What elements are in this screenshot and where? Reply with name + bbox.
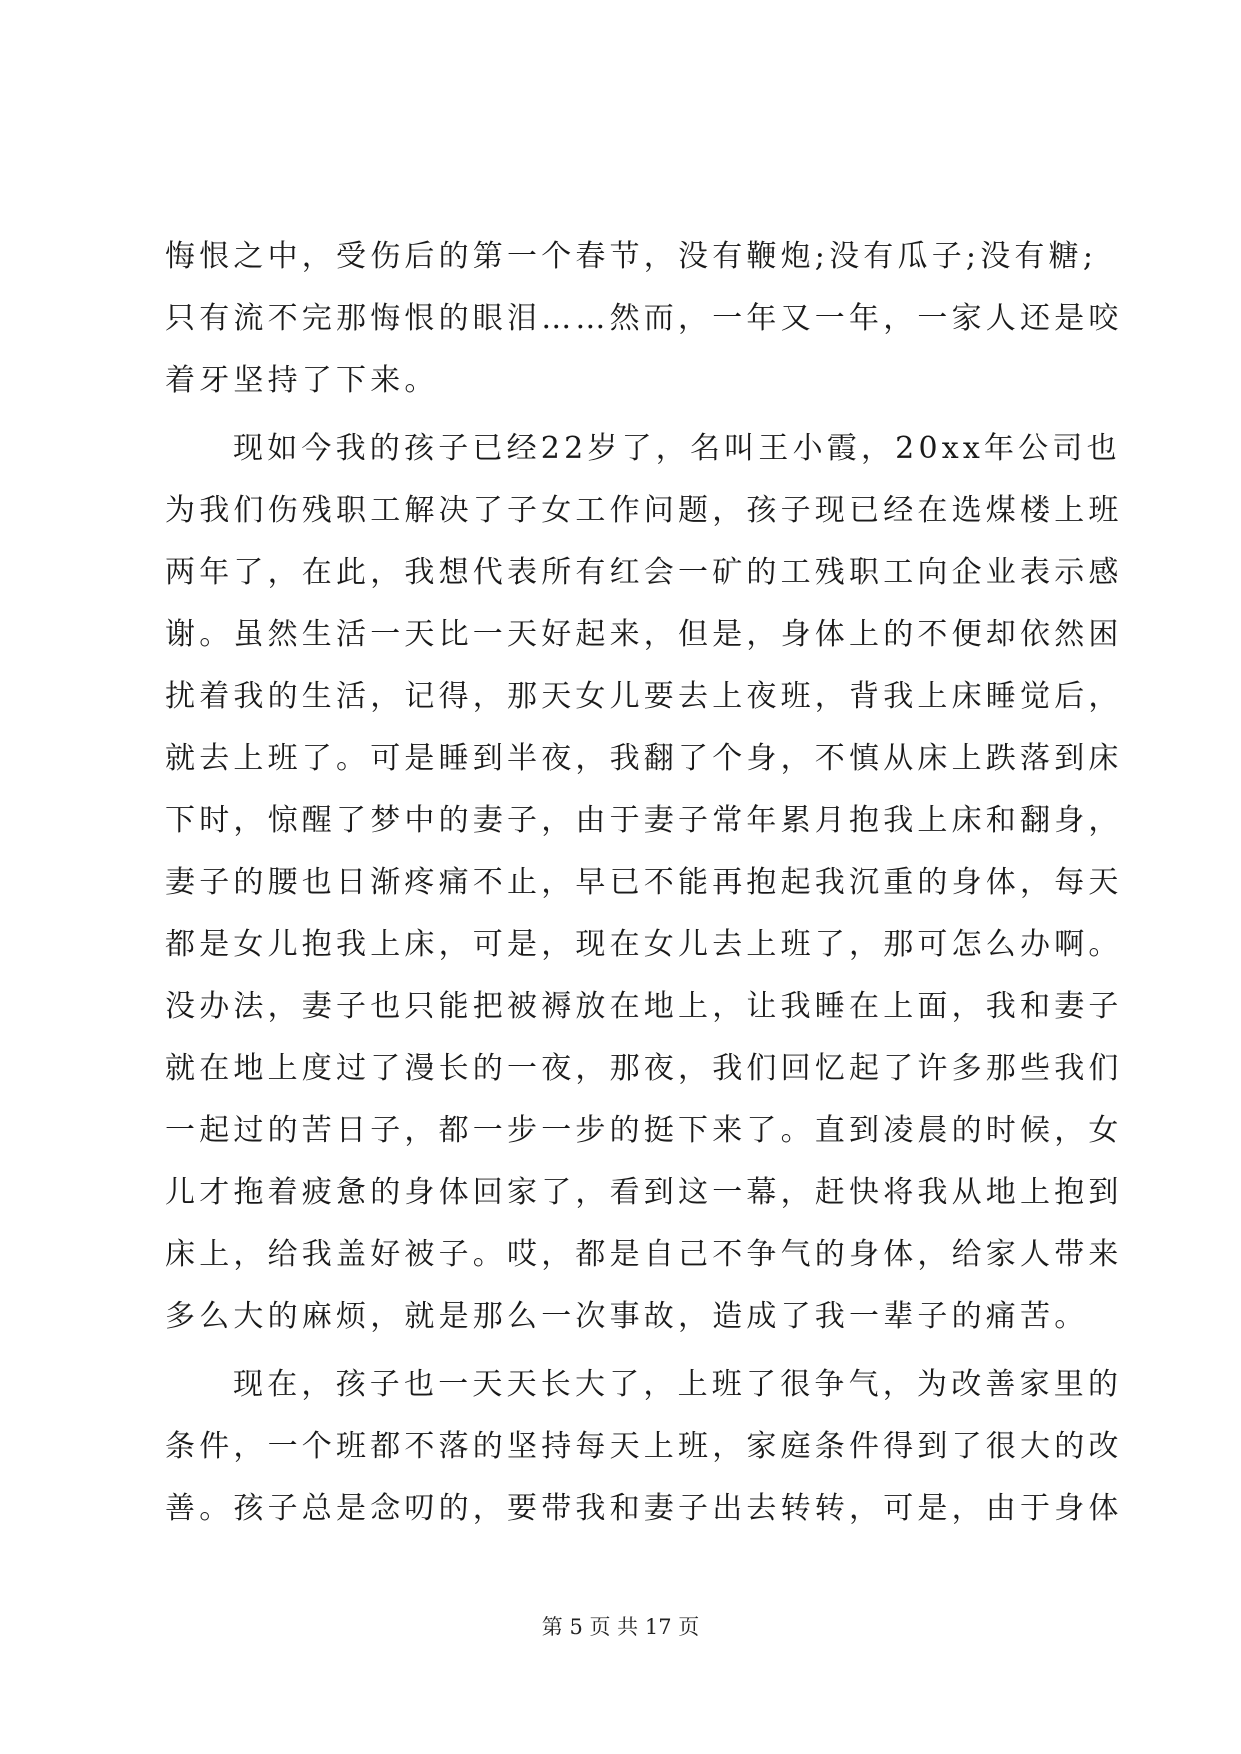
text-line: 都是女儿抱我上床，可是，现在女儿去上班了，那可怎么办啊。 bbox=[165, 927, 1123, 962]
text-line: 下时，惊醒了梦中的妻子，由于妻子常年累月抱我上床和翻身， bbox=[165, 803, 1123, 838]
page-number-footer: 第 5 页 共 17 页 bbox=[541, 1615, 700, 1639]
text-line: 为我们伤残职工解决了子女工作问题，孩子现已经在选煤楼上班 bbox=[165, 493, 1123, 528]
text-line: 就去上班了。可是睡到半夜，我翻了个身，不慎从床上跌落到床 bbox=[165, 741, 1123, 776]
text-line: 善。孩子总是念叨的，要带我和妻子出去转转，可是，由于身体 bbox=[165, 1491, 1123, 1526]
text-line: 着牙坚持了下来。 bbox=[165, 363, 439, 398]
text-line: 一起过的苦日子，都一步一步的挺下来了。直到凌晨的时候，女 bbox=[165, 1113, 1123, 1148]
text-line: 扰着我的生活，记得，那天女儿要去上夜班，背我上床睡觉后， bbox=[165, 679, 1123, 714]
text-line: 没办法，妻子也只能把被褥放在地上，让我睡在上面，我和妻子 bbox=[165, 989, 1123, 1024]
text-line: 妻子的腰也日渐疼痛不止，早已不能再抱起我沉重的身体，每天 bbox=[165, 865, 1123, 900]
text-line: 多么大的麻烦，就是那么一次事故，造成了我一辈子的痛苦。 bbox=[165, 1299, 1089, 1334]
text-line: 谢。虽然生活一天比一天好起来，但是，身体上的不便却依然困 bbox=[165, 617, 1123, 652]
text-line: 儿才拖着疲惫的身体回家了，看到这一幕，赶快将我从地上抱到 bbox=[165, 1175, 1123, 1210]
body-text bbox=[165, 226, 1123, 1540]
text-line: 只有流不完那悔恨的眼泪……然而，一年又一年，一家人还是咬 bbox=[165, 301, 1123, 336]
text-line: 悔恨之中，受伤后的第一个春节，没有鞭炮;没有瓜子;没有糖; bbox=[165, 239, 1098, 274]
text-line-paragraph-start: 现在，孩子也一天天长大了，上班了很争气，为改善家里的 bbox=[233, 1367, 1123, 1402]
text-line: 两年了，在此，我想代表所有红会一矿的工残职工向企业表示感 bbox=[165, 555, 1123, 590]
text-line: 条件，一个班都不落的坚持每天上班，家庭条件得到了很大的改 bbox=[165, 1429, 1123, 1464]
text-line: 就在地上度过了漫长的一夜，那夜，我们回忆起了许多那些我们 bbox=[165, 1051, 1123, 1086]
text-line-paragraph-start: 现如今我的孩子已经22岁了，名叫王小霞，20xx年公司也 bbox=[233, 431, 1121, 466]
text-line: 床上，给我盖好被子。哎，都是自己不争气的身体，给家人带来 bbox=[165, 1237, 1123, 1272]
